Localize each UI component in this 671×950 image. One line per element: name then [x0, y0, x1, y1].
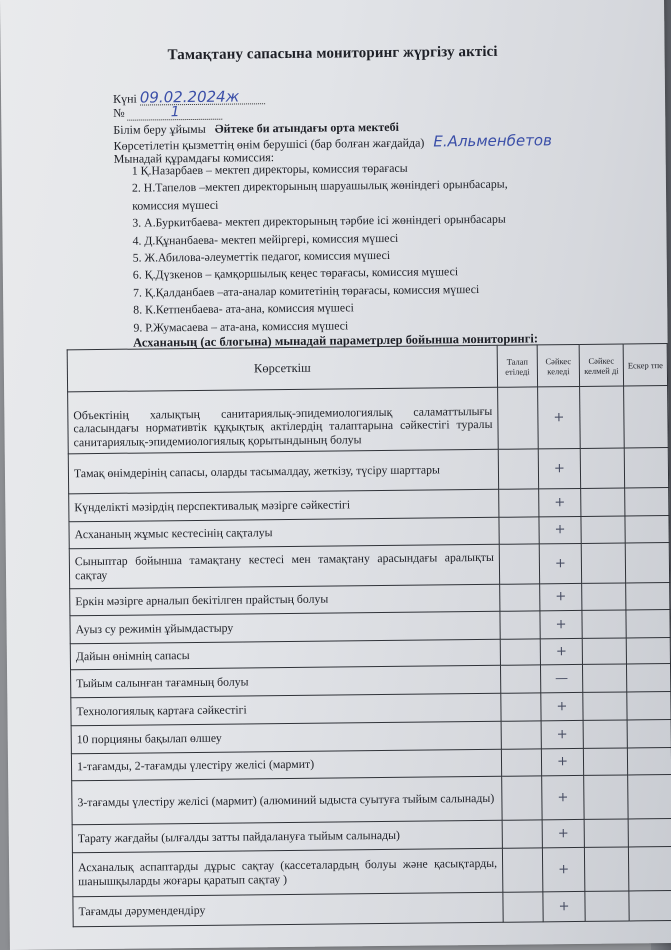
row-complies-mark: + [538, 448, 580, 488]
row-not-complies-mark [583, 692, 627, 720]
row-complies-mark: + [542, 775, 584, 819]
row-required [499, 544, 539, 584]
row-not-complies-mark [583, 748, 627, 775]
date-value: 09.02.2024ж [140, 89, 265, 105]
row-complies-mark: + [543, 891, 585, 921]
row-note [624, 448, 668, 488]
header-required: Талап етіледі [497, 345, 537, 387]
row-note [624, 386, 669, 448]
table-row [68, 386, 669, 454]
row-not-complies-mark [581, 543, 625, 583]
member-item: 1 Қ.Назарбаев – мектеп директоры, комиссия төрағасы [131, 160, 408, 178]
row-required [499, 517, 539, 544]
row-note [628, 775, 671, 819]
date-line [113, 89, 265, 106]
row-required [501, 721, 541, 749]
row-not-complies-mark [580, 448, 624, 488]
row-note [625, 543, 669, 583]
number-label: № [113, 105, 125, 120]
school-label: Білім беру ұйымы [113, 121, 206, 137]
member-item: 5. Ж.Абилова-әлеуметтік педагог, комиссия мүшесі [132, 247, 391, 265]
supplier-signature: Е.Альменбетов [433, 131, 552, 151]
member-item: 4. Д.Құнанбаева- мектеп мейіргері, комиссия мүшесі [132, 230, 399, 248]
row-required [499, 489, 539, 517]
row-indicator: Асхананың жұмыс кестесінің сақталуы [69, 517, 499, 549]
row-required [498, 449, 538, 489]
row-not-complies-mark [585, 891, 629, 921]
row-indicator: Тыйым салынған тағамның болуы [71, 665, 501, 698]
row-indicator: 10 порцияны бақылап өлшеу [71, 721, 501, 754]
table-row [68, 448, 668, 494]
row-note [627, 692, 671, 720]
header-complies: Сәйкес келеді [537, 344, 579, 386]
row-note [628, 847, 671, 891]
row-note [625, 488, 669, 516]
row-required [500, 584, 540, 611]
row-indicator: Дайын өнімнің сапасы [70, 639, 500, 670]
document-title: Тамақтану сапасына мониторинг жүргізу актісі [167, 43, 498, 64]
member-item: 8. К.Кетпенбаева- ата-ана, комиссия мүшесі [133, 300, 354, 317]
row-required [500, 665, 540, 693]
member-item: 6. Қ.Дүзкенов – қамқоршылық кеңес төрағасы, комиссия мүшесі [132, 264, 459, 283]
table-row [73, 891, 671, 927]
row-required [501, 749, 541, 776]
row-complies-mark: + [539, 543, 581, 583]
number-value: 1 [128, 105, 223, 121]
commission-members [114, 158, 616, 337]
row-required [500, 611, 540, 639]
row-note [627, 720, 671, 748]
row-required [502, 776, 542, 820]
row-note [627, 748, 671, 775]
row-complies-mark: + [539, 488, 581, 516]
row-not-complies-mark [581, 488, 625, 516]
row-note [626, 664, 670, 692]
row-indicator: Ауыз су режимін ұйымдастыру [70, 611, 500, 644]
row-indicator: Тағамды дәрумендендіру [73, 892, 503, 927]
header-not-complies: Сәйкес келмей ді [579, 344, 623, 386]
row-complies-mark: + [541, 692, 583, 720]
row-required [502, 820, 542, 848]
row-not-complies-mark [583, 720, 627, 748]
row-note [629, 891, 671, 921]
table-row [72, 847, 671, 897]
row-not-complies-mark [582, 638, 626, 664]
row-indicator: Технологиялық картаға сәйкестігі [71, 693, 501, 726]
row-indicator: Еркін мәзірге арналып бекітілген прайстың болуы [70, 584, 500, 616]
row-complies-mark: + [542, 847, 584, 891]
row-indicator: Тамақ өнімдерінің сапасы, оларды тасымалдау, жеткізу, түсіру шарттары [68, 449, 498, 494]
header-note: Ескер тпе [623, 344, 667, 386]
row-not-complies-mark [584, 847, 628, 891]
row-indicator: Асханалық аспаптарды дұрыс сақтау (кассеталардың болуы және қасықтарды, шанышқыларды жоғары қаратып сақтау ) [72, 848, 502, 897]
row-complies-mark: + [540, 638, 582, 664]
row-complies-mark: + [541, 748, 583, 775]
row-not-complies-mark [582, 664, 626, 692]
row-complies-mark: + [539, 516, 581, 543]
table-header-row [67, 344, 667, 392]
row-complies-mark: + [541, 720, 583, 748]
row-indicator: Сыныптар бойынша тамақтану кестесі мен тамақтану арасындағы аралықты сақтау [69, 544, 499, 589]
member-item: 7. Қ.Қалданбаев –ата-аналар комитетінің төрағасы, комиссия мүшесі [132, 281, 480, 300]
row-note [628, 819, 671, 847]
header-indicator: Көрсеткіш [67, 345, 497, 392]
row-note [626, 583, 670, 610]
monitoring-table [67, 343, 671, 927]
row-not-complies-mark [582, 610, 626, 638]
table-caption: Асхананың (ас блогына) мынадай параметрлер бойынша мониторингі: [133, 331, 539, 350]
row-note [625, 516, 669, 543]
member-item: 2. Н.Тапелов –мектеп директорының шаруашылық жөніндегі орынбасары, [131, 177, 508, 196]
row-indicator: Тарату жағдайы (ылғалды затты пайдалануға тыйым салынады) [72, 820, 502, 853]
row-not-complies-mark [582, 583, 626, 610]
row-indicator: 3-тағамды үлестіру желісі (мармит) (алюминий ыдыста суытуға тыйым салынады) [72, 776, 502, 825]
row-complies-mark: + [540, 610, 582, 638]
row-not-complies-mark [584, 819, 628, 847]
row-not-complies-mark [580, 386, 625, 448]
row-required [500, 639, 540, 665]
supplier-line [113, 133, 552, 153]
member-item: комиссия мүшесі [132, 197, 219, 213]
table-row [72, 775, 671, 825]
school-line [113, 120, 399, 137]
row-not-complies-mark [581, 516, 625, 543]
row-required [498, 387, 539, 449]
row-indicator: Объектінің халықтың санитариялық-эпидемиологиялық саламаттылығы саласындағы нормативтік құқықтық актілердің талаптарына сәйкестігі туралы санитариялық-эпидемиологиялық қорытындының болуы [68, 387, 499, 453]
row-required [502, 848, 542, 892]
row-note [626, 610, 670, 638]
row-indicator: Күнделікті мәзірдің перспективалық мәзірге сәйкестігі [69, 489, 499, 522]
member-item: 3. А.Буркитбаева- мектеп директорының тәрбие ісі жөніндегі орынбасары [132, 211, 506, 230]
date-label: Күні [112, 91, 137, 106]
row-complies-mark: + [542, 819, 584, 847]
row-required [501, 693, 541, 721]
school-name: Әйтеке би атындағы орта мектебі [214, 119, 399, 136]
row-indicator: 1-тағамды, 2-тағамды үлестіру желісі (мармит) [71, 749, 501, 781]
row-not-complies-mark [584, 775, 628, 819]
row-complies-mark: — [540, 664, 582, 692]
commission-intro: Мынадай құрамдағы комиссия: [113, 150, 275, 166]
row-complies-mark: + [538, 386, 581, 448]
row-note [626, 638, 670, 664]
number-line [113, 105, 223, 121]
row-required [503, 892, 543, 922]
member-item: 9. Р.Жумасаева – ата-ана, комиссия мүшесі [133, 318, 349, 335]
row-complies-mark: + [540, 583, 582, 610]
table-row [69, 543, 669, 589]
supplier-label: Көрсетілетін қызметтің өнім берушісі (бар болған жағдайда) [113, 135, 425, 153]
